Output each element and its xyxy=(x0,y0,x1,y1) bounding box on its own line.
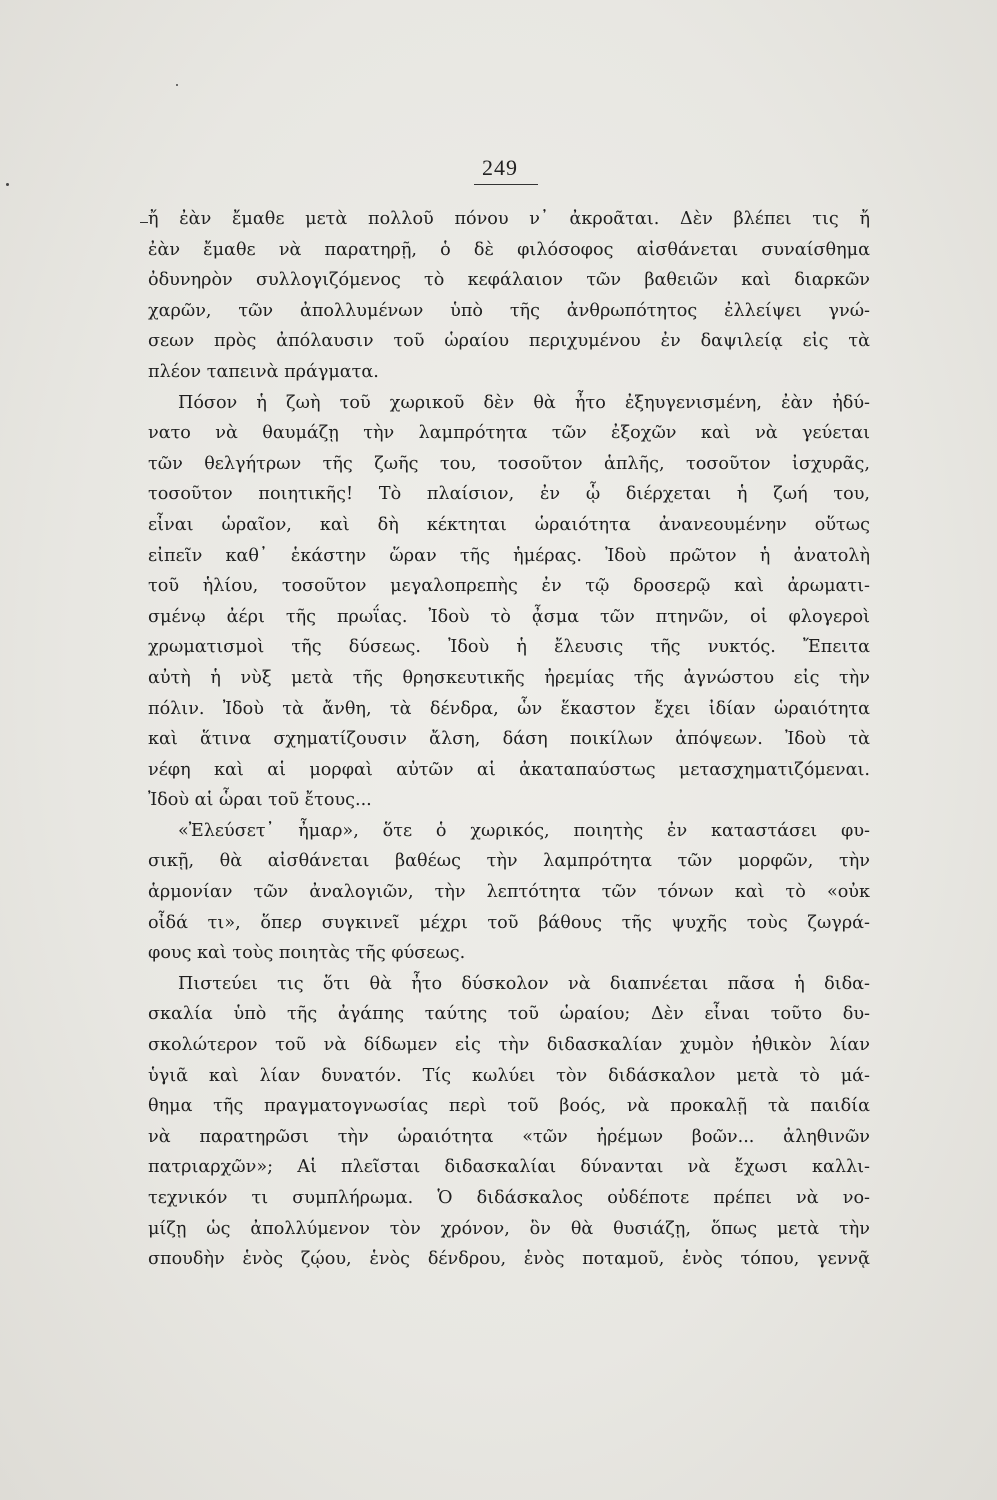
text-line: εἶναι ὡραῖον, καὶ δὴ κέκτηται ὡραιότητα ἀνανεουμένην οὕτως xyxy=(148,514,870,535)
text-line: τῶν θελγήτρων τῆς ζωῆς του, τοσοῦτον ἁπλῆς, τοσοῦτον ἰσχυρᾶς, xyxy=(148,453,870,474)
text-line: σεων πρὸς ἀπόλαυσιν τοῦ ὡραίου περιχυμένου ἐν δαψιλείᾳ εἰς τὰ xyxy=(148,331,870,352)
text-line: νέφη καὶ αἱ μορφαὶ αὐτῶν αἱ ἀκαταπαύστως μετασχηματιζόμεναι. xyxy=(148,759,870,780)
text-line: νατο νὰ θαυμάζῃ τὴν λαμπρότητα τῶν ἐξοχῶν καὶ νὰ γεύεται xyxy=(148,423,870,444)
text-line: σκαλία ὑπὸ τῆς ἀγάπης ταύτης τοῦ ὡραίου; Δὲν εἶναι τοῦτο δυ- xyxy=(148,1004,870,1025)
text-line: πόλιν. Ἰδοὺ τὰ ἄνθη, τὰ δένδρα, ὧν ἕκαστον ἔχει ἰδίαν ὡραιότητα xyxy=(148,698,870,719)
text-line: μίζῃ ὡς ἀπολλύμενον τὸν χρόνον, ὃν θὰ θυσιάζῃ, ὅπως μετὰ τὴν xyxy=(148,1218,870,1239)
text-line: ἐὰν ἔμαθε νὰ παρατηρῇ, ὁ δὲ φιλόσοφος αἰσθάνεται συναίσθημα xyxy=(148,239,870,260)
text-line: οἶδά τι», ὅπερ συγκινεῖ μέχρι τοῦ βάθους τῆς ψυχῆς τοὺς ζωγρά- xyxy=(148,912,870,933)
text-line: ὑγιᾶ καὶ λίαν δυνατόν. Τίς κωλύει τὸν διδάσκαλον μετὰ τὸ μά- xyxy=(148,1065,870,1086)
text-line: χαρῶν, τῶν ἀπολλυμένων ὑπὸ τῆς ἀνθρωπότητος ἐλλείψει γνώ- xyxy=(148,300,870,321)
text-line: πατριαρχῶν»; Αἱ πλεῖσται διδασκαλίαι δύνανται νὰ ἔχωσι καλλι- xyxy=(148,1157,870,1178)
text-line: νὰ παρατηρῶσι τὴν ὡραιότητα «τῶν ἠρέμων βοῶν... ἀληθινῶν xyxy=(148,1126,870,1147)
text-line: τοσοῦτον ποιητικῆς! Τὸ πλαίσιον, ἐν ᾧ διέρχεται ἡ ζωή του, xyxy=(148,484,870,505)
print-speck xyxy=(6,183,9,186)
text-line: θημα τῆς πραγματογνωσίας περὶ τοῦ βοός, νὰ προκαλῇ τὰ παιδία xyxy=(148,1096,870,1117)
text-line: σπουδὴν ἑνὸς ζῴου, ἑνὸς δένδρου, ἑνὸς ποταμοῦ, ἑνὸς τόπου, γεννᾷ xyxy=(148,1249,870,1270)
text-line: εἰπεῖν καθ᾽ ἑκάστην ὥραν τῆς ἡμέρας. Ἰδοὺ πρῶτον ἡ ἀνατολὴ xyxy=(148,545,870,566)
page-number-rule xyxy=(474,184,538,185)
print-speck xyxy=(176,84,178,86)
page-number: 249 xyxy=(482,155,518,180)
text-line: τεχνικόν τι συμπλήρωμα. Ὁ διδάσκαλος οὐδέποτε πρέπει νὰ νο- xyxy=(148,1188,870,1208)
text-line: Ἰδοὺ αἱ ὧραι τοῦ ἔτους... xyxy=(148,790,372,811)
text-line: Πόσον ἡ ζωὴ τοῦ χωρικοῦ δὲν θὰ ἦτο ἐξηυγενισμένη, ἐὰν ἠδύ- xyxy=(178,392,870,413)
text-line: Πιστεύει τις ὅτι θὰ ἦτο δύσκολον νὰ διαπνέεται πᾶσα ἡ διδα- xyxy=(178,973,870,994)
body-text xyxy=(148,204,870,1275)
text-line: «Ἐλεύσετ᾽ ἦμαρ», ὅτε ὁ χωρικός, ποιητὴς ἐν καταστάσει φυ- xyxy=(178,820,870,841)
text-line: φους καὶ τοὺς ποιητὰς τῆς φύσεως. xyxy=(148,943,466,964)
text-line: αὐτὴ ἡ νὺξ μετὰ τῆς θρησκευτικῆς ἠρεμίας τῆς ἀγνώστου εἰς τὴν xyxy=(148,667,870,688)
text-line: σικῇ, θὰ αἰσθάνεται βαθέως τὴν λαμπρότητα τῶν μορφῶν, τὴν xyxy=(148,851,870,872)
text-line: τοῦ ἡλίου, τοσοῦτον μεγαλοπρεπὴς ἐν τῷ δροσερῷ καὶ ἀρωματι- xyxy=(148,576,870,597)
text-line: ὀδυνηρὸν συλλογιζόμενος τὸ κεφάλαιον τῶν βαθειῶν καὶ διαρκῶν xyxy=(148,270,870,291)
text-line: ἁρμονίαν τῶν ἀναλογιῶν, τὴν λεπτότητα τῶν τόνων καὶ τὸ «οὐκ xyxy=(148,882,870,903)
text-line: ἤ ἐὰν ἔμαθε μετὰ πολλοῦ πόνου ν᾽ ἀκροᾶται. Δὲν βλέπει τις ἤ xyxy=(148,209,870,229)
text-line: καὶ ἅτινα σχηματίζουσιν ἄλση, δάση ποικίλων ἀπόψεων. Ἰδοὺ τὰ xyxy=(148,729,870,750)
text-line: σκολώτερον τοῦ νὰ δίδωμεν εἰς τὴν διδασκαλίαν χυμὸν ἠθικὸν λίαν xyxy=(148,1035,870,1056)
text-line: χρωματισμοὶ τῆς δύσεως. Ἰδοὺ ἡ ἔλευσις τῆς νυκτός. Ἔπειτα xyxy=(148,637,870,658)
text-line: σμένῳ ἀέρι τῆς πρωΐας. Ἰδοὺ τὸ ᾆσμα τῶν πτηνῶν, οἱ φλογεροὶ xyxy=(148,606,870,627)
margin-mark xyxy=(140,222,148,223)
text-line: πλέον ταπεινὰ πράγματα. xyxy=(148,361,379,382)
